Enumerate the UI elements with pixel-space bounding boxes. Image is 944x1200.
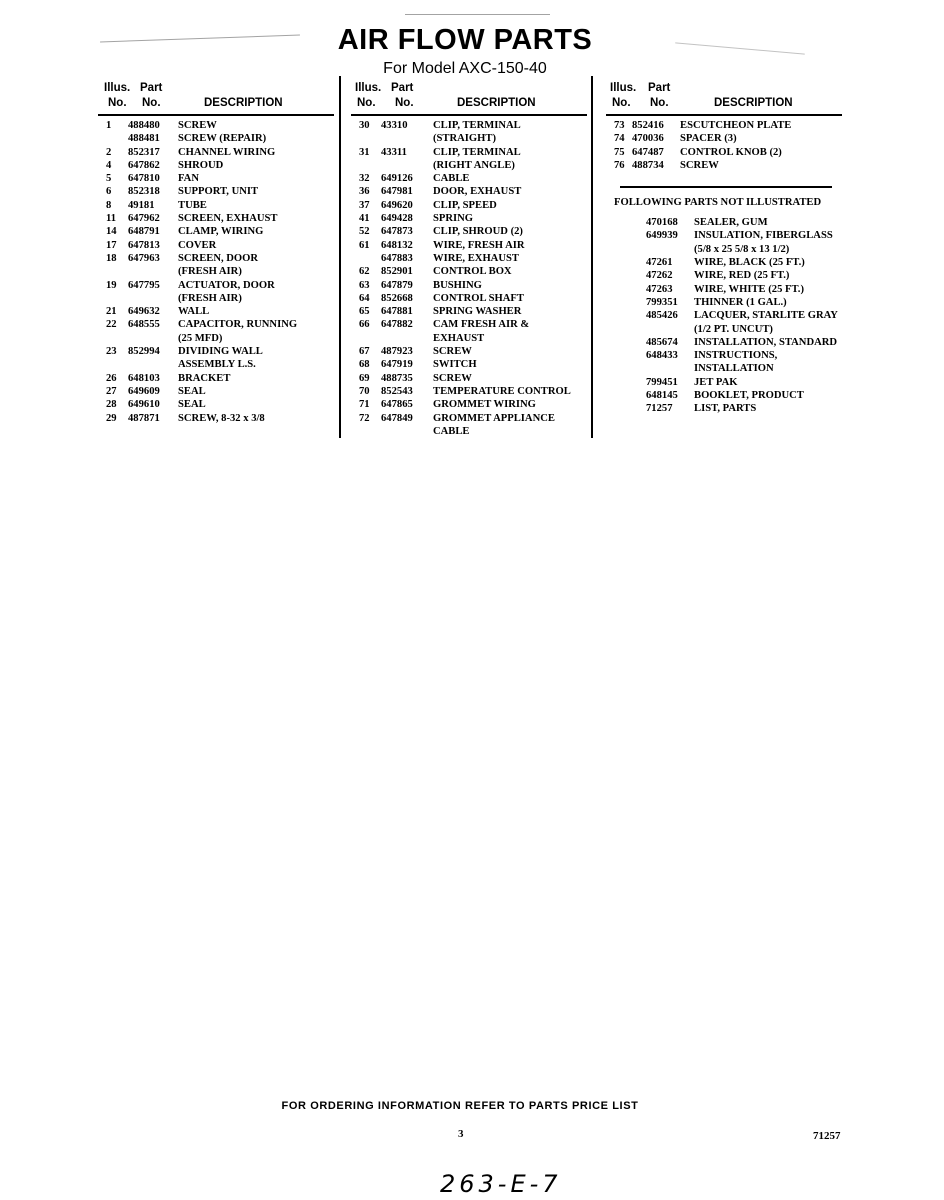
part-number: 647881 bbox=[381, 306, 413, 318]
part-description: WIRE, RED (25 FT.) bbox=[694, 270, 790, 282]
part-description: SCREW, 8-32 x 3/8 bbox=[178, 412, 265, 424]
page-title: AIR FLOW PARTS bbox=[337, 24, 593, 56]
part-description: BUSHING bbox=[433, 279, 482, 291]
header-illus-no: No. bbox=[357, 97, 376, 109]
table-row bbox=[98, 252, 334, 265]
illus-number: 31 bbox=[359, 146, 370, 158]
illus-number: 68 bbox=[359, 359, 370, 371]
table-row bbox=[351, 119, 587, 132]
illus-number: 27 bbox=[106, 385, 117, 397]
part-description: INSULATION, FIBERGLASS bbox=[694, 230, 833, 242]
part-description: SUPPORT, UNIT bbox=[178, 186, 259, 198]
part-description: SCREEN, EXHAUST bbox=[178, 213, 278, 225]
part-number: 470168 bbox=[646, 217, 678, 229]
part-number: 799451 bbox=[646, 376, 678, 388]
part-description: TEMPERATURE CONTROL bbox=[433, 385, 571, 397]
part-description: (RIGHT ANGLE) bbox=[433, 159, 515, 171]
table-row bbox=[606, 402, 842, 415]
illus-number: 71 bbox=[359, 399, 370, 411]
part-number: 647963 bbox=[128, 252, 160, 264]
part-number: 647873 bbox=[381, 226, 413, 238]
illus-number: 28 bbox=[106, 399, 117, 411]
part-number: 49181 bbox=[128, 199, 155, 211]
table-row bbox=[98, 332, 334, 345]
column-header bbox=[98, 80, 334, 114]
table-row bbox=[98, 279, 334, 292]
header-part-no: No. bbox=[395, 97, 414, 109]
table-row bbox=[98, 172, 334, 185]
part-number: 852994 bbox=[128, 346, 160, 358]
part-description: INSTALLATION bbox=[694, 363, 774, 375]
part-description: SWITCH bbox=[433, 359, 477, 371]
part-description: COVER bbox=[178, 239, 217, 251]
part-description: CONTROL SHAFT bbox=[433, 292, 524, 304]
part-description: CLAMP, WIRING bbox=[178, 226, 264, 238]
part-description: CABLE bbox=[433, 425, 470, 437]
part-description: WALL bbox=[178, 306, 210, 318]
table-row bbox=[351, 239, 587, 252]
part-number: 649609 bbox=[128, 385, 160, 397]
part-description: ASSEMBLY L.S. bbox=[178, 359, 256, 371]
part-description: JET PAK bbox=[694, 376, 738, 388]
part-description: GROMMET APPLIANCE bbox=[433, 412, 555, 424]
table-row bbox=[606, 216, 842, 229]
table-row bbox=[351, 146, 587, 159]
part-number: 647795 bbox=[128, 279, 160, 291]
table-row bbox=[351, 385, 587, 398]
part-description: THINNER (1 GAL.) bbox=[694, 296, 787, 308]
part-description: SCREEN, DOOR bbox=[178, 252, 259, 264]
ordering-note: FOR ORDERING INFORMATION REFER TO PARTS PRICE LIST bbox=[281, 1100, 639, 1112]
illus-number: 64 bbox=[359, 292, 370, 304]
table-row bbox=[98, 372, 334, 385]
part-number: 648555 bbox=[128, 319, 160, 331]
table-row bbox=[351, 345, 587, 358]
page-number: 3 bbox=[458, 1128, 464, 1140]
table-row bbox=[606, 296, 842, 309]
part-number: 647919 bbox=[381, 359, 413, 371]
table-row bbox=[351, 265, 587, 278]
table-row bbox=[98, 305, 334, 318]
handwritten-note: 263-E-7 bbox=[440, 1170, 562, 1198]
illus-number: 74 bbox=[614, 133, 625, 145]
part-description: SPRING bbox=[433, 213, 474, 225]
table-row bbox=[98, 212, 334, 225]
table-row bbox=[98, 345, 334, 358]
part-description: (FRESH AIR) bbox=[178, 266, 242, 278]
table-row bbox=[351, 425, 587, 438]
part-number: 47261 bbox=[646, 257, 673, 269]
table-row bbox=[606, 146, 842, 159]
table-row bbox=[351, 372, 587, 385]
table-row bbox=[606, 309, 842, 322]
illus-number: 41 bbox=[359, 213, 370, 225]
illus-number: 11 bbox=[106, 213, 117, 225]
table-row bbox=[98, 318, 334, 331]
part-number: 649610 bbox=[128, 399, 160, 411]
table-row bbox=[98, 199, 334, 212]
not-illustrated-heading: FOLLOWING PARTS NOT ILLUSTRATED bbox=[614, 197, 822, 209]
part-description: FAN bbox=[178, 173, 199, 185]
part-description: WIRE, WHITE (25 FT.) bbox=[694, 283, 804, 295]
header-part-no: No. bbox=[142, 97, 161, 109]
table-row bbox=[351, 305, 587, 318]
part-description: (STRAIGHT) bbox=[433, 133, 496, 145]
illus-number: 61 bbox=[359, 239, 370, 251]
illus-number: 5 bbox=[106, 173, 112, 185]
part-number: 647981 bbox=[381, 186, 413, 198]
part-number: 470036 bbox=[632, 133, 664, 145]
illus-number: 76 bbox=[614, 159, 625, 171]
illus-number: 52 bbox=[359, 226, 370, 238]
part-description: EXHAUST bbox=[433, 332, 485, 344]
table-row bbox=[351, 132, 587, 145]
illus-number: 65 bbox=[359, 306, 370, 318]
table-row bbox=[98, 292, 334, 305]
table-row bbox=[351, 398, 587, 411]
table-row bbox=[351, 332, 587, 345]
table-row bbox=[98, 412, 334, 425]
parts-column-1 bbox=[98, 80, 334, 425]
header-illus-no: No. bbox=[108, 97, 127, 109]
table-row bbox=[606, 362, 842, 375]
table-row bbox=[351, 212, 587, 225]
part-number: 487923 bbox=[381, 346, 413, 358]
part-description: (FRESH AIR) bbox=[178, 292, 242, 304]
part-number: 647962 bbox=[128, 213, 160, 225]
part-number: 852416 bbox=[632, 120, 664, 131]
header-part: Part bbox=[140, 82, 163, 94]
table-row bbox=[351, 252, 587, 265]
part-description: WIRE, FRESH AIR bbox=[433, 239, 525, 251]
part-number: 649632 bbox=[128, 306, 160, 318]
part-description: CABLE bbox=[433, 173, 470, 185]
table-row bbox=[98, 159, 334, 172]
part-description: SCREW bbox=[178, 120, 217, 131]
table-row bbox=[351, 279, 587, 292]
part-description: WIRE, BLACK (25 FT.) bbox=[694, 257, 805, 269]
part-number: 71257 bbox=[646, 403, 673, 415]
header-description: DESCRIPTION bbox=[714, 97, 793, 109]
part-description: CLIP, SHROUD (2) bbox=[433, 226, 523, 238]
illus-number: 63 bbox=[359, 279, 370, 291]
part-number: 47263 bbox=[646, 283, 673, 295]
part-number: 647862 bbox=[128, 159, 160, 171]
part-number: 488481 bbox=[128, 133, 160, 145]
table-row bbox=[98, 225, 334, 238]
part-description: CLIP, TERMINAL bbox=[433, 120, 521, 131]
table-row bbox=[606, 132, 842, 145]
table-row bbox=[606, 159, 842, 172]
header-rule bbox=[98, 114, 334, 116]
column-divider bbox=[339, 76, 341, 438]
illus-number: 37 bbox=[359, 199, 370, 211]
illus-number: 36 bbox=[359, 186, 370, 198]
part-number: 47262 bbox=[646, 270, 673, 282]
part-description: GROMMET WIRING bbox=[433, 399, 536, 411]
header-illus-no: No. bbox=[612, 97, 631, 109]
part-description: SHROUD bbox=[178, 159, 224, 171]
table-row bbox=[351, 292, 587, 305]
table-row bbox=[606, 256, 842, 269]
part-description: INSTALLATION, STANDARD bbox=[694, 336, 838, 348]
illus-number: 69 bbox=[359, 372, 370, 384]
table-row bbox=[606, 376, 842, 389]
illus-number: 2 bbox=[106, 146, 112, 158]
part-number: 649126 bbox=[381, 173, 413, 185]
part-number: 648791 bbox=[128, 226, 160, 238]
illus-number: 8 bbox=[106, 199, 112, 211]
table-row bbox=[351, 199, 587, 212]
part-description: (25 MFD) bbox=[178, 332, 223, 344]
table-row bbox=[351, 358, 587, 371]
parts-column-3 bbox=[606, 80, 842, 416]
part-number: 485426 bbox=[646, 310, 678, 322]
table-row bbox=[98, 358, 334, 371]
illus-number: 67 bbox=[359, 346, 370, 358]
illus-number: 23 bbox=[106, 346, 117, 358]
part-description: SCREW bbox=[433, 372, 472, 384]
part-number: 799351 bbox=[646, 296, 678, 308]
part-description: SCREW (REPAIR) bbox=[178, 133, 267, 145]
illus-number: 6 bbox=[106, 186, 112, 198]
illus-number: 30 bbox=[359, 120, 370, 131]
part-number: 43310 bbox=[381, 120, 408, 131]
part-number: 852543 bbox=[381, 385, 413, 397]
part-description: SEAL bbox=[178, 385, 206, 397]
table-row bbox=[606, 336, 842, 349]
part-number: 852668 bbox=[381, 292, 413, 304]
illus-number: 29 bbox=[106, 412, 117, 424]
header-illus: Illus. bbox=[104, 82, 131, 94]
illus-number: 26 bbox=[106, 372, 117, 384]
part-description: TUBE bbox=[178, 199, 207, 211]
part-description: SPRING WASHER bbox=[433, 306, 522, 318]
part-number: 648103 bbox=[128, 372, 160, 384]
part-number: 647849 bbox=[381, 412, 413, 424]
part-number: 487871 bbox=[128, 412, 160, 424]
part-number: 649428 bbox=[381, 213, 413, 225]
illus-number: 70 bbox=[359, 385, 370, 397]
table-row bbox=[351, 225, 587, 238]
table-row bbox=[98, 385, 334, 398]
table-row bbox=[351, 185, 587, 198]
part-description: SPACER (3) bbox=[680, 133, 737, 145]
part-number: 647882 bbox=[381, 319, 413, 331]
illus-number: 14 bbox=[106, 226, 117, 238]
header-part: Part bbox=[391, 82, 414, 94]
table-row bbox=[351, 318, 587, 331]
header-rule bbox=[606, 114, 842, 116]
part-description: (1/2 PT. UNCUT) bbox=[694, 323, 773, 335]
part-number: 647810 bbox=[128, 173, 160, 185]
part-number: 647879 bbox=[381, 279, 413, 291]
part-description: DIVIDING WALL bbox=[178, 346, 263, 358]
illus-number: 4 bbox=[106, 159, 112, 171]
column-header bbox=[351, 80, 587, 114]
part-description: BRACKET bbox=[178, 372, 231, 384]
table-row bbox=[98, 119, 334, 132]
illus-number: 18 bbox=[106, 252, 117, 264]
table-row bbox=[606, 119, 842, 132]
part-description: INSTRUCTIONS, bbox=[694, 350, 778, 362]
table-row bbox=[98, 265, 334, 278]
table-row bbox=[98, 146, 334, 159]
part-number: 485674 bbox=[646, 336, 678, 348]
part-description: BOOKLET, PRODUCT bbox=[694, 390, 804, 402]
table-row bbox=[606, 323, 842, 336]
table-row bbox=[606, 229, 842, 242]
part-description: LACQUER, STARLITE GRAY bbox=[694, 310, 838, 322]
part-number: 647883 bbox=[381, 252, 413, 264]
header-description: DESCRIPTION bbox=[457, 97, 536, 109]
part-number: 852901 bbox=[381, 266, 413, 278]
table-row bbox=[606, 269, 842, 282]
part-description: SCREW bbox=[680, 159, 719, 171]
scan-streak bbox=[405, 14, 550, 15]
header-description: DESCRIPTION bbox=[204, 97, 283, 109]
part-number: 488480 bbox=[128, 120, 160, 131]
part-description: (5/8 x 25 5/8 x 13 1/2) bbox=[694, 243, 790, 255]
part-description: CAPACITOR, RUNNING bbox=[178, 319, 298, 331]
part-description: LIST, PARTS bbox=[694, 403, 757, 415]
section-rule bbox=[620, 186, 832, 188]
illus-number: 32 bbox=[359, 173, 370, 185]
table-row bbox=[351, 159, 587, 172]
part-number: 647813 bbox=[128, 239, 160, 251]
part-number: 648132 bbox=[381, 239, 413, 251]
part-description: CONTROL KNOB (2) bbox=[680, 146, 782, 158]
table-row bbox=[98, 185, 334, 198]
header-illus: Illus. bbox=[610, 82, 637, 94]
table-row bbox=[606, 283, 842, 296]
column-divider bbox=[591, 76, 593, 438]
part-description: CLIP, TERMINAL bbox=[433, 146, 521, 158]
table-row bbox=[351, 172, 587, 185]
illus-number: 75 bbox=[614, 146, 625, 158]
table-row bbox=[606, 389, 842, 402]
table-row bbox=[351, 412, 587, 425]
part-description: SEALER, GUM bbox=[694, 217, 768, 229]
header-part-no: No. bbox=[650, 97, 669, 109]
table-row bbox=[98, 239, 334, 252]
illus-number: 17 bbox=[106, 239, 117, 251]
part-number: 649620 bbox=[381, 199, 413, 211]
illus-number: 19 bbox=[106, 279, 117, 291]
illus-number: 73 bbox=[614, 120, 625, 131]
part-description: CHANNEL WIRING bbox=[178, 146, 276, 158]
page-subtitle: For Model AXC-150-40 bbox=[383, 60, 547, 77]
illus-number: 21 bbox=[106, 306, 117, 318]
table-row bbox=[98, 132, 334, 145]
parts-column-2 bbox=[351, 80, 587, 438]
header-rule bbox=[351, 114, 587, 116]
part-number: 648145 bbox=[646, 390, 678, 402]
part-description: SCREW bbox=[433, 346, 472, 358]
part-description: CONTROL BOX bbox=[433, 266, 512, 278]
part-description: CLIP, SPEED bbox=[433, 199, 497, 211]
illus-number: 22 bbox=[106, 319, 117, 331]
document-number: 71257 bbox=[813, 1130, 841, 1142]
part-number: 852318 bbox=[128, 186, 160, 198]
part-number: 488734 bbox=[632, 159, 664, 171]
part-description: DOOR, EXHAUST bbox=[433, 186, 522, 198]
part-number: 647865 bbox=[381, 399, 413, 411]
header-part: Part bbox=[648, 82, 671, 94]
table-row bbox=[606, 243, 842, 256]
header-illus: Illus. bbox=[355, 82, 382, 94]
illus-number: 66 bbox=[359, 319, 370, 331]
part-description: CAM FRESH AIR & bbox=[433, 319, 530, 331]
illus-number: 1 bbox=[106, 120, 112, 131]
illus-number: 62 bbox=[359, 266, 370, 278]
part-description: WIRE, EXHAUST bbox=[433, 252, 519, 264]
part-description: SEAL bbox=[178, 399, 206, 411]
part-number: 488735 bbox=[381, 372, 413, 384]
part-number: 648433 bbox=[646, 350, 678, 362]
part-number: 852317 bbox=[128, 146, 160, 158]
part-number: 43311 bbox=[381, 146, 407, 158]
part-description: ESCUTCHEON PLATE bbox=[680, 120, 792, 131]
column-header bbox=[606, 80, 842, 114]
table-row bbox=[98, 398, 334, 411]
table-row bbox=[606, 349, 842, 362]
part-description: ACTUATOR, DOOR bbox=[178, 279, 275, 291]
part-number: 647487 bbox=[632, 146, 664, 158]
part-number: 649939 bbox=[646, 230, 678, 242]
illus-number: 72 bbox=[359, 412, 370, 424]
